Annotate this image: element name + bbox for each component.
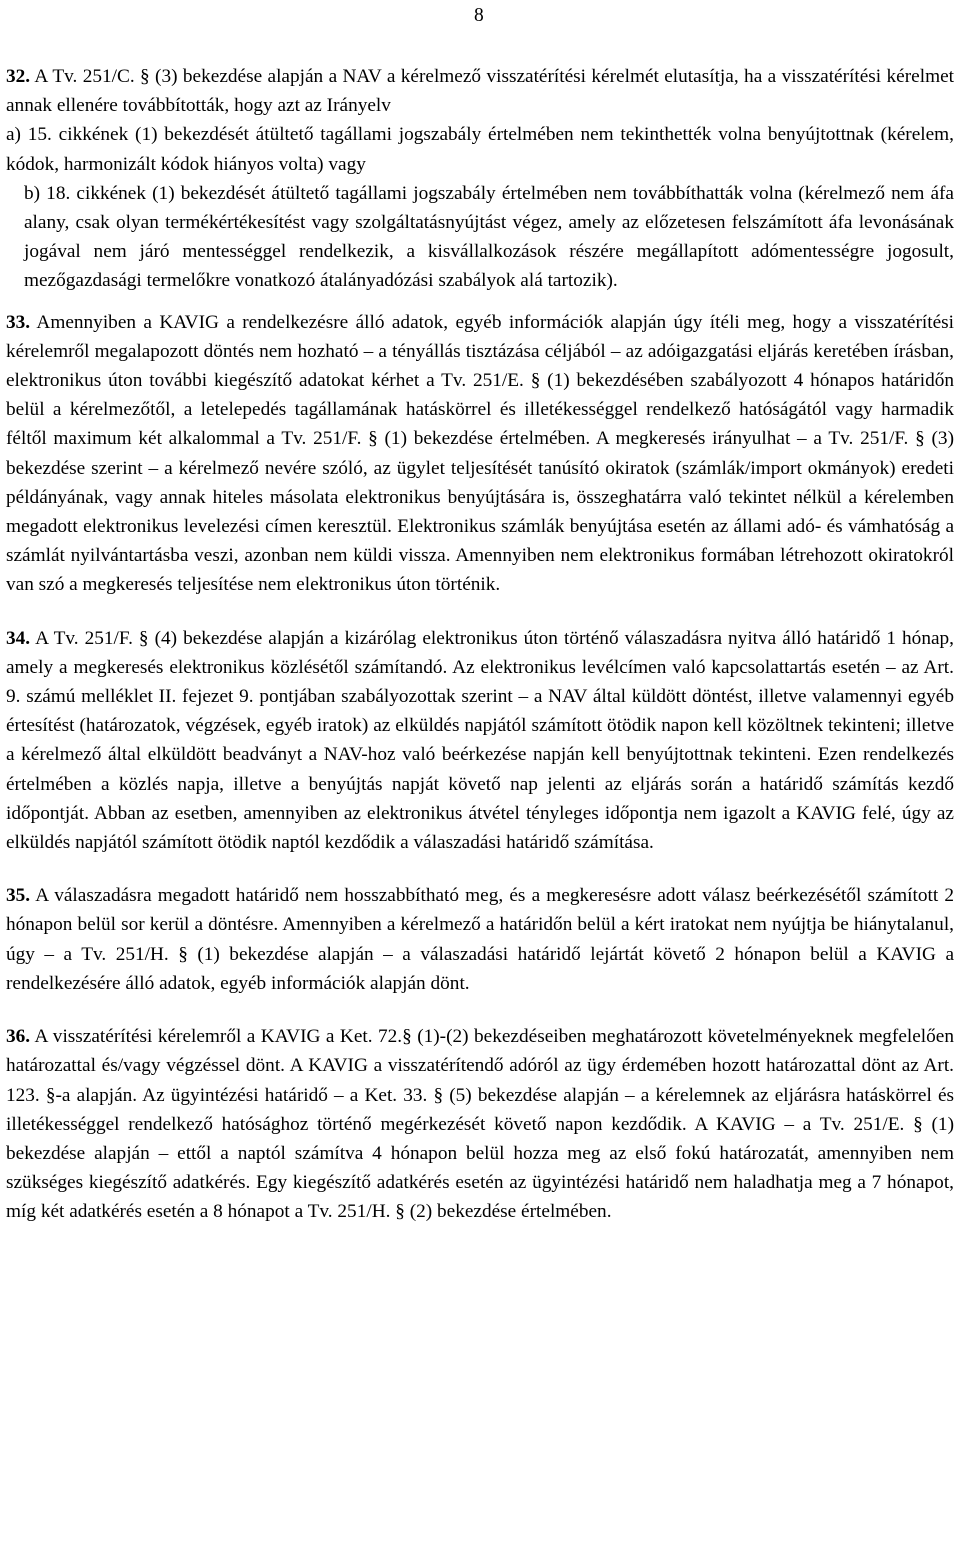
paragraph-34 <box>6 624 954 858</box>
paragraph-32-item-b <box>6 179 954 296</box>
paragraph-text: A visszatérítési kérelemről a KAVIG a Ket. 72.§ (1)-(2) bekezdéseiben meghatározott követelményeknek megfelelően határozattal és/vagy végzéssel dönt. A KAVIG a visszatérítendő adóról az ügy érdemében hozott határozattal dönt az Art. 123. §-a alapján. Az ügyintézési határidő – a Ket. 33. § (5) bekezdése alapján – a kérelemnek az eljárásra hatáskörrel és illetékességgel rendelkező hatósághoz történő megérkezését követő napon kezdődik. A KAVIG – a Tv. 251/E. § (1) bekezdése alapján – ettől a naptól számítva 4 hónapon belül hozza meg az első fokú határozatát, amennyiben nem szükséges kiegészítő adatkérés. Egy kiegészítő adatkérés esetén az ügyintézési határidő nem haladhatja meg a 7 hónapot, míg két adatkérés esetén a 8 hónapot a Tv. 251/H. § (2) bekezdése értelmében. <box>6 1026 954 1223</box>
paragraph-text: A Tv. 251/F. § (4) bekezdése alapján a kizárólag elektronikus úton történő válaszadásra nyitva álló határidő 1 hónap, amely a megkeresés elektronikus közlésétől számítandó. Az elektronikus levélcímen való kapcsolattartás esetén – az Art. 9. számú melléklet II. fejezet 9. pontjában szabályozottak szerint – a NAV által küldött döntést, illetve valamennyi egyéb értesítést (határozatok, végzések, egyéb iratok) az elküldés napjától számított ötödik napon kell közöltnek tekinteni; illetve a kérelmező által elküldött beadványt a NAV-hoz való beérkezése napján kell benyújtottnak tekinteni. Ezen rendelkezés értelmében a közlés napja, illetve a benyújtás napját követő nap jelenti az eljárás során a határidő számítás kezdő időpontját. Abban az esetben, amennyiben az elektronikus átvétel tényleges időpontja nem igazolt a KAVIG felé, úgy az elküldés napjától számított ötödik naptól kezdődik a válaszadási határidő számítása. <box>6 627 954 854</box>
paragraph-number: 36. <box>6 1026 31 1048</box>
paragraph-36 <box>6 1022 954 1226</box>
list-item-text: b) 18. cikkének (1) bekezdését átültető tagállami jogszabály értelmében nem továbbíthatták volna (kérelmező nem áfa alany, csak olyan termékértékesítést vagy szolgáltatásnyújtást végez, amely az előzetesen felszámított áfa levonásának jogával nem járó mentességgel rendelkezik, a kisvállalkozások részére megállapított adómentességre jogosult, mezőgazdasági termelőkre vonatkozó átalányadózási szabályok alá tartozik). <box>24 182 954 292</box>
page-number: 8 <box>474 5 484 26</box>
paragraph-32 <box>6 62 954 120</box>
list-item-text: a) 15. cikkének (1) bekezdését átültető tagállami jogszabály értelmében nem tekinthették volna benyújtottnak (kérelem, kódok, harmonizált kódok hiányos volta) vagy <box>6 124 954 175</box>
paragraph-32-item-a <box>6 120 954 178</box>
paragraph-text: A válaszadásra megadott határidő nem hosszabbítható meg, és a megkeresésre adott válasz beérkezésétől számított 2 hónapon belül sor kerül a döntésre. Amennyiben a kérelmező a határidőn belül a kért iratokat nem nyújtja be hiánytalanul, úgy – a Tv. 251/H. § (1) bekezdése alapján – a válaszadási határidő lejártát követő 2 hónapon belül a KAVIG a rendelkezésére álló adatok, egyéb információk alapján dönt. <box>6 885 954 994</box>
paragraph-number: 35. <box>6 885 31 907</box>
paragraph-number: 33. <box>6 311 31 333</box>
paragraph-number: 34. <box>6 627 31 649</box>
paragraph-text: A Tv. 251/C. § (3) bekezdése alapján a NAV a kérelmező visszatérítési kérelmét elutasítja, ha a visszatérítési kérelmet annak ellenére továbbították, hogy azt az Irányelv <box>6 66 954 117</box>
paragraph-33 <box>6 308 954 600</box>
paragraph-35 <box>6 881 954 998</box>
paragraph-text: Amennyiben a KAVIG a rendelkezésre álló adatok, egyéb információk alapján úgy ítéli meg, hogy a visszatérítési kérelemről megalapozott döntés nem hozható – a tényállás tisztázása céljából – az adóigazgatási eljárás keretében írásban, elektronikus úton további kiegészítő adatokat kérhet a Tv. 251/E. § (1) bekezdésében szabályozott 4 hónapos határidőn belül a kérelmezőtől, a letelepedés tagállamának hatáskörrel és illetékességgel rendelkező hatóságától vagy harmadik féltől maximum két alkalommal a Tv. 251/F. § (1) bekezdése értelmében. A megkeresés irányulhat – a Tv. 251/F. § (3) bekezdése szerint – a kérelmező nevére szóló, az ügylet teljesítését tanúsító okiratok (számlák/import okmányok) eredeti példányának, vagy annak hiteles másolata elektronikus benyújtására is, összeghatárra való tekintet nélkül a kérelemben megadott elektronikus levelezési címen keresztül. Elektronikus számlák benyújtása esetén az állami adó- és vámhatóság a számlát nyilvántartásba veszi, azonban nem küldi vissza. Amennyiben nem elektronikus formában létrehozott okiratokról van szó a megkeresés teljesítése nem elektronikus úton történik. <box>6 311 954 596</box>
paragraph-number: 32. <box>6 66 31 87</box>
document-body <box>6 62 954 1227</box>
